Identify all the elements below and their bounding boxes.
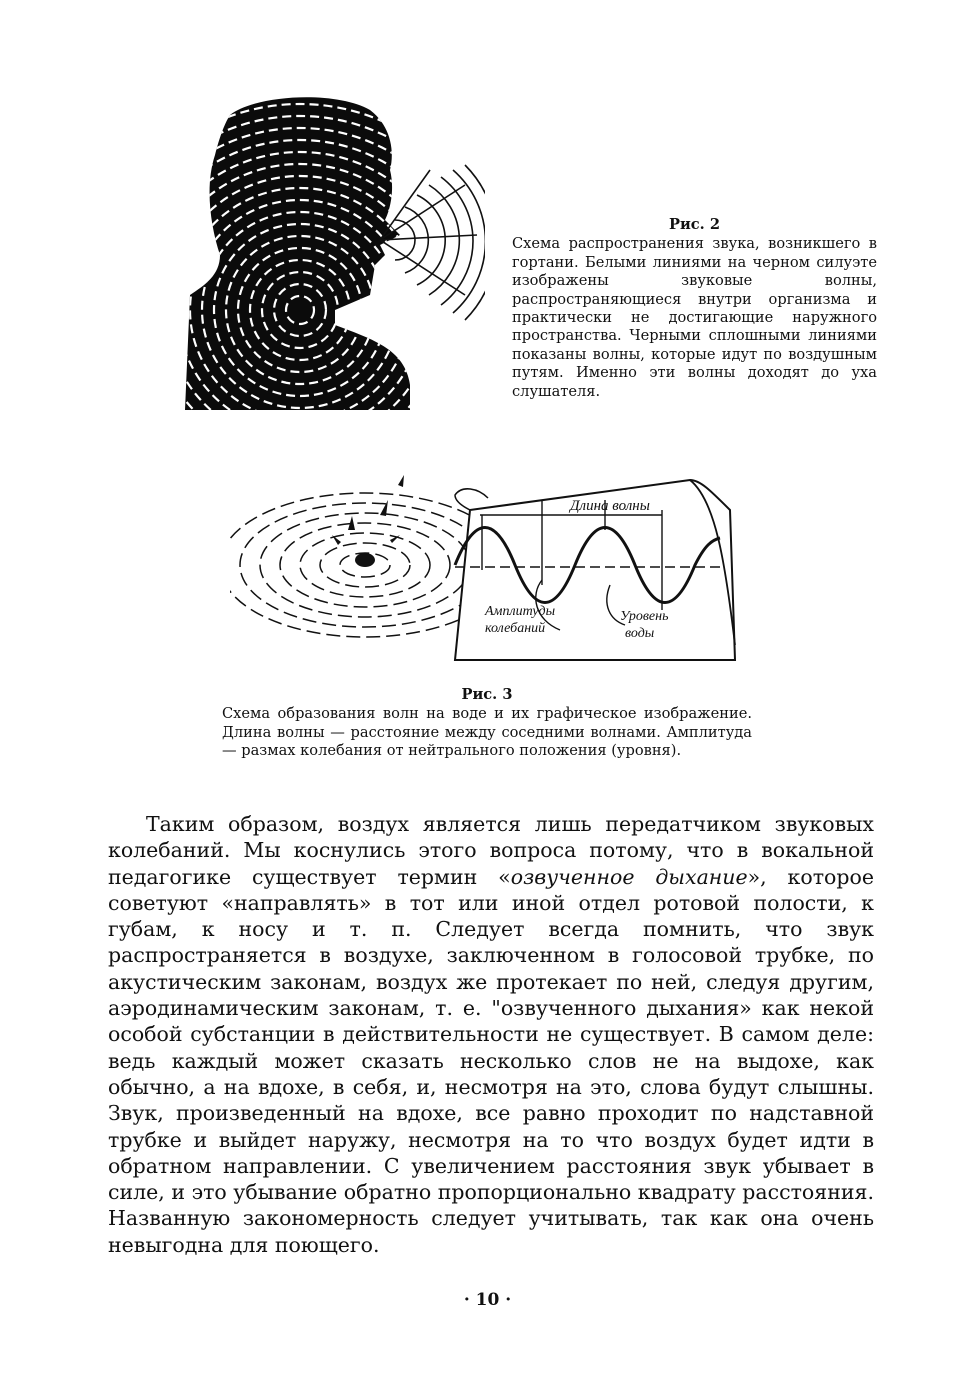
figure-2-illustration — [185, 95, 485, 415]
amplitude-label-line2: колебаний — [485, 621, 546, 636]
page-number: · 10 · — [463, 1290, 512, 1310]
body-text-part2: », которое советуют «направлять» в тот или иной отдел ротовой полости, к губам, к носу и т. п. Следует всегда помнить, что звук распространяется в воздухе, заключенном в голосовой трубке, по акустическим законам, воздух же протекает по ней, следуя другим, аэродинамическим законам, т. е. "озвученного дыхания» как некой особой субстанции в действительности не существует. В самом деле: ведь каждый может сказать несколько слов не на выдохе, как обычно, а на вдохе, в себя, и, несмотря на это, слова будут слышны. Звук, произведенный на вдохе, все равно проходит по надставной трубке и выйдет наружу, несмотря на то что воздух будет идти в обратном направлении. С увеличением расстояния звук убывает в силе, и это убывание обратно пропорционально квадрату расстояния. Названную закономерность следует учитывать, так как она очень невыгодна для поющего. — [108, 864, 874, 1257]
body-text-part1: Таким образом, воздух является лишь передатчиком звуковых колебаний. Мы коснулись этого вопроса потому, что в вокальной педагогике существует термин « — [108, 812, 874, 889]
body-term-italic: озвученное дыхание — [510, 864, 748, 889]
water-waves-diagram — [230, 470, 750, 665]
figure-3-caption-text: Схема образования волн на воде и их графическое изображение. Длина волны — расстояние между соседними волнами. Амплитуда — размах колебания от нейтрального положения (уровня). — [222, 705, 752, 760]
figure-2-label: Рис. 2 — [669, 216, 720, 233]
head-silhouette-drawing — [185, 95, 485, 415]
figure-2-caption — [512, 216, 877, 401]
figure-3-illustration — [230, 470, 750, 665]
wavelength-label: Длина волны — [570, 498, 650, 514]
body-paragraph — [108, 811, 874, 1258]
amplitude-label-line1: Амплитуды — [485, 604, 556, 619]
water-level-label-line1: Уровень — [620, 609, 669, 624]
figure-2-caption-text: Схема распространения звука, возникшего в гортани. Белыми линиями на черном силуэте изображены звуковые волны, распространяющиеся внутри организма и практически не достигающие наружного пространства. Черными сплошными линиями показаны волны, которые идут по воздушным путям. Именно эти волны доходят до уха слушателя. — [512, 235, 877, 400]
figure-3-caption — [222, 686, 752, 761]
water-level-label-line2: воды — [625, 626, 655, 641]
figure-3-label: Рис. 3 — [461, 686, 513, 703]
